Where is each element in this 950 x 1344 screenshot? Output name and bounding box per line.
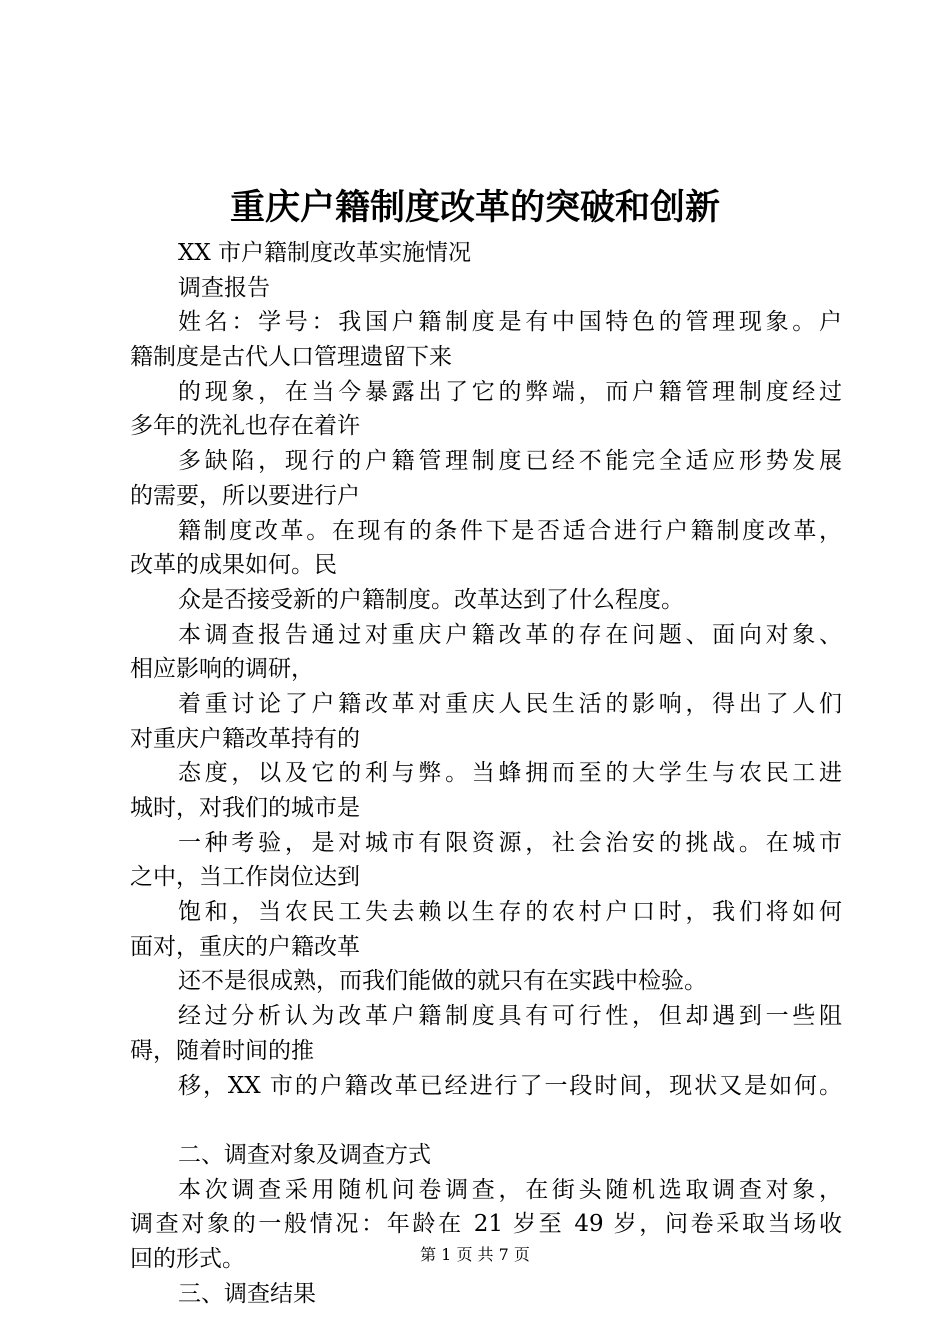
text-line: 经过分析认为改革户籍制度具有可行性，但却遇到一些阻 [178, 1003, 842, 1030]
text-line: 着重讨论了户籍改革对重庆人民生活的影响，得出了人们 [178, 690, 842, 717]
text-line: 本次调查采用随机问卷调查，在街头随机选取调查对象， [178, 1176, 842, 1203]
text-line: 饱和，当农民工失去赖以生存的农村户口时，我们将如何 [178, 899, 842, 926]
text-line: 调查报告 [178, 274, 270, 301]
text-line: 调查对象的一般情况：年龄在 21 岁至 49 岁，问卷采取当场收 [130, 1211, 842, 1238]
text-line: 本调查报告通过对重庆户籍改革的存在问题、面向对象、 [178, 621, 842, 648]
section-heading: 三、调查结果 [178, 1280, 316, 1307]
text-line: 籍制度是古代人口管理遗留下来 [130, 344, 452, 371]
text-line: 态度，以及它的利与弊。当蜂拥而至的大学生与农民工进 [178, 760, 842, 787]
document-title: 重庆户籍制度改革的突破和创新 [229, 187, 720, 228]
text-line: 籍制度改革。在现有的条件下是否适合进行户籍制度改革， [178, 517, 842, 544]
paragraph-gap [130, 1103, 842, 1138]
text-line: 移，XX 市的户籍改革已经进行了一段时间，现状又是如何。 [178, 1072, 842, 1099]
text-line: 一种考验，是对城市有限资源，社会治安的挑战。在城市 [178, 829, 842, 856]
text-line: 还不是很成熟，而我们能做的就只有在实践中检验。 [178, 968, 707, 995]
page-number-label: 第 1 页 共 7 页 [420, 1245, 530, 1264]
text-line: XX 市户籍制度改革实施情况 [178, 240, 472, 266]
text-line: 面对，重庆的户籍改革 [130, 933, 360, 960]
text-line: 相应影响的调研， [130, 656, 314, 683]
text-line: 姓名：学号：我国户籍制度是有中国特色的管理现象。户 [178, 309, 842, 336]
section-heading: 二、调查对象及调查方式 [178, 1141, 431, 1168]
text-line: 的现象，在当今暴露出了它的弊端，而户籍管理制度经过 [178, 378, 842, 405]
text-line: 城时，对我们的城市是 [130, 795, 360, 821]
text-line: 多缺陷，现行的户籍管理制度已经不能完全适应形势发展 [178, 448, 842, 475]
page-footer [0, 1243, 950, 1267]
document-body [130, 236, 842, 1311]
text-line: 之中，当工作岗位达到 [130, 864, 360, 891]
text-line: 对重庆户籍改革持有的 [130, 725, 360, 752]
text-line: 多年的洗礼也存在着许 [130, 413, 360, 440]
text-line: 改革的成果如何。民 [130, 552, 337, 579]
text-line: 碍，随着时间的推 [130, 1037, 314, 1064]
text-line: 回的形式。 [130, 1245, 245, 1272]
text-line: 众是否接受新的户籍制度。改革达到了什么程度。 [178, 586, 684, 613]
text-line: 的需要，所以要进行户 [130, 482, 360, 509]
